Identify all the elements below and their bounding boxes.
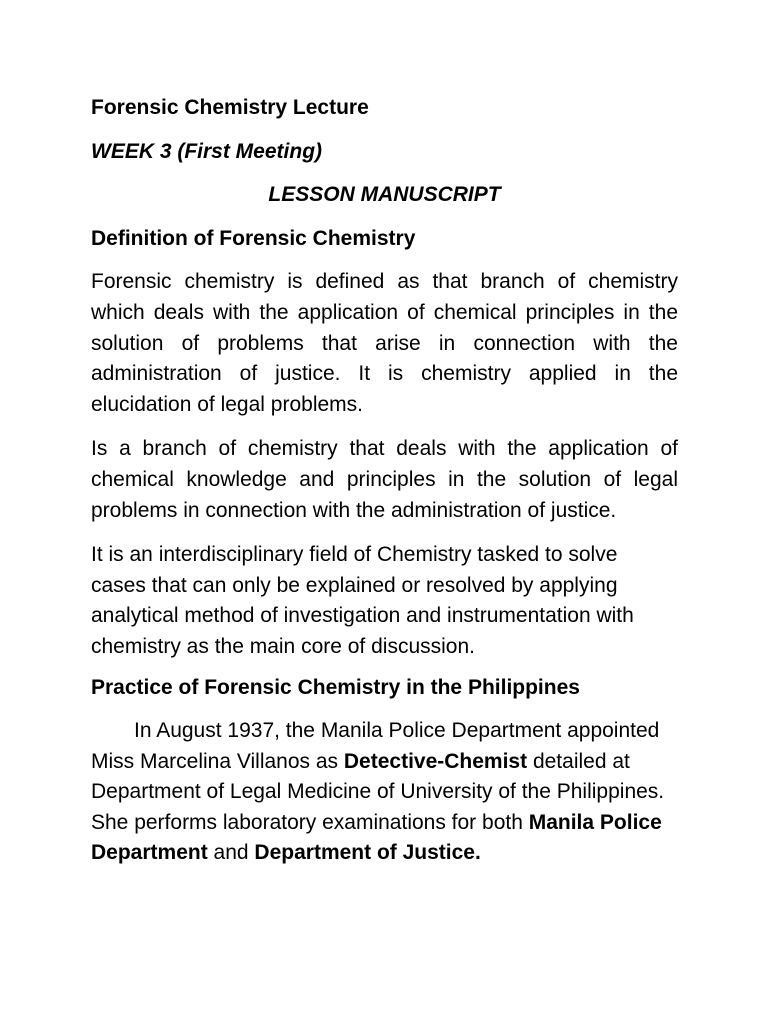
week-label: WEEK 3 (First Meeting) [91, 139, 323, 163]
philippines-paragraph [91, 716, 678, 869]
department-of-justice-term: Department of Justice. [254, 841, 481, 865]
philippines-text-mid2: and [207, 841, 255, 865]
document-body [91, 93, 678, 869]
detective-chemist-term: Detective-Chemist [343, 749, 528, 773]
course-title: Forensic Chemistry Lecture [91, 96, 369, 119]
document-type-title: LESSON MANUSCRIPT [268, 183, 501, 207]
definition-paragraph-3: It is an interdisciplinary field of Chemistry tasked to solve cases that can only be explained or resolved by applying analytical method of investigation and instrumentation with chemistry as the main core of discussion. [91, 543, 634, 658]
manila-police-department-term: Manila Police Department [91, 810, 662, 865]
philippines-text-intro: In August 1937, the Manila Police Department appointed Miss Marcelina Villanos as [91, 719, 660, 773]
definition-paragraph-1: Forensic chemistry is defined as that branch of chemistry which deals with the application of chemical principles in the solution of problems that arise in connection with the administration of justice. It is chemistry applied in the elucidation of legal problems. [91, 270, 678, 416]
section-heading-definition: Definition of Forensic Chemistry [91, 226, 416, 250]
section-heading-philippines: Practice of Forensic Chemistry in the Philippines [91, 675, 580, 699]
definition-paragraph-2: Is a branch of chemistry that deals with the application of chemical knowledge and principles in the solution of legal problems in connection with the administration of justice. [91, 437, 678, 522]
philippines-text-mid1: detailed at Department of Legal Medicine of University of the Philippines. She performs laboratory examinations for both [91, 749, 665, 834]
